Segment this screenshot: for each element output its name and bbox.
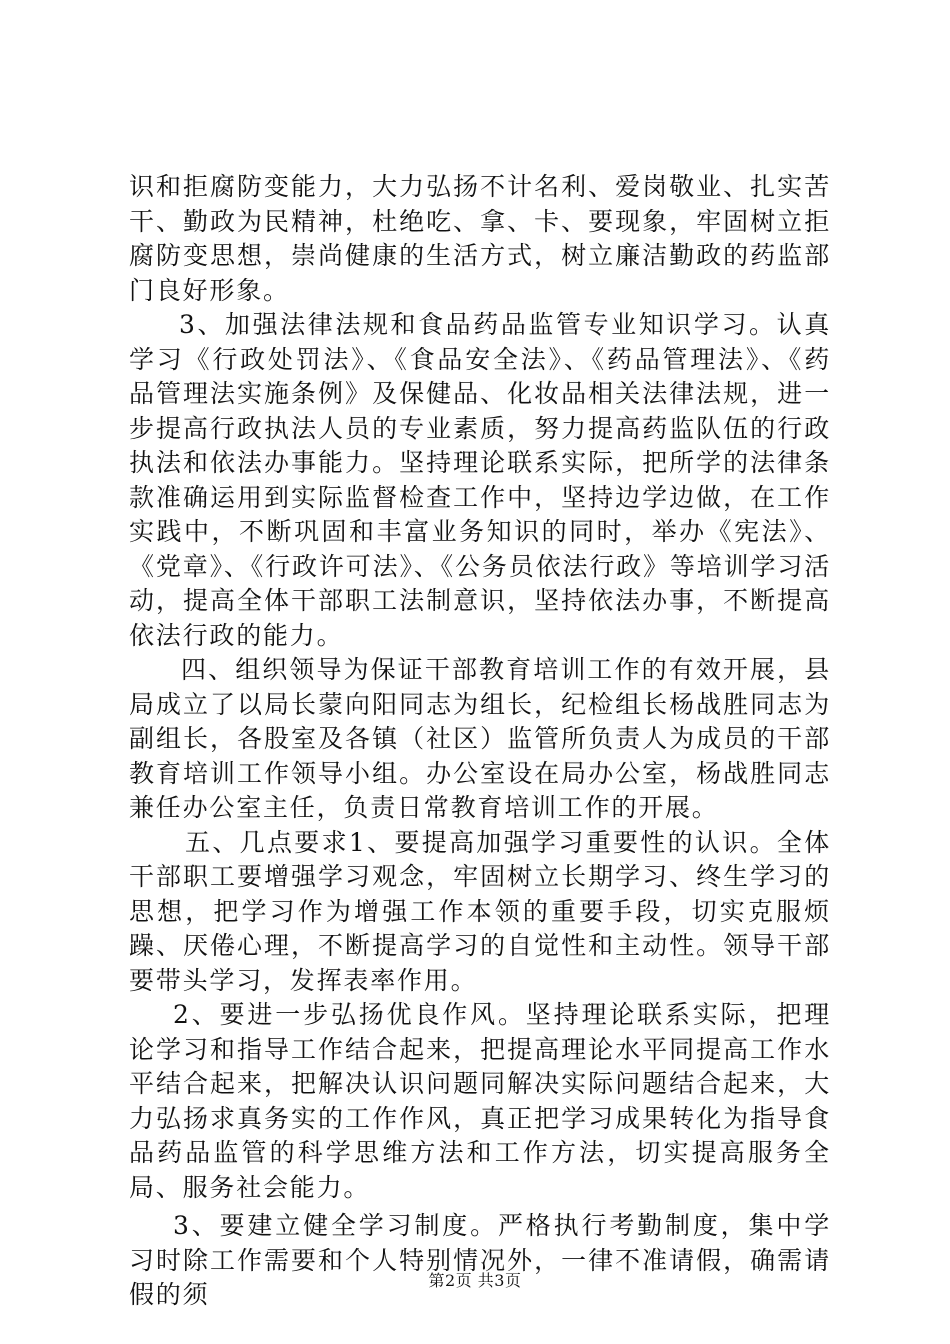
page-number-footer: 第2页 共3页 (428, 1271, 522, 1290)
document-body (129, 170, 831, 1313)
paragraph-work-style: 2、要进一步弘扬优良作风。坚持理论联系实际，把理论学习和指导工作结合起来，把提高理论水平同提高工作水平结合起来，把解决认识问题同解决实际问题结合起来，大力弘扬求真务实的工作作风，真正把学习成果转化为指导食品药品监管的科学思维方法和工作方法，切实提高服务全局、服务社会能力。 (129, 1000, 831, 1202)
paragraph-law-study: 3、加强法律法规和食品药品监管专业知识学习。认真学习《行政处罚法》、《食品安全法》、《药品管理法》、《药品管理法实施条例》及保健品、化妆品相关法律法规，进一步提高行政执法人员的专业素质，努力提高药监队伍的行政执法和依法办事能力。坚持理论联系实际，把所学的法律条款准确运用到实际监督检查工作中，坚持边学边做，在工作实践中，不断巩固和丰富业务知识的同时，举办《宪法》、《党章》、《行政许可法》、《公务员依法行政》等培训学习活动，提高全体干部职工法制意识，坚持依法办事，不断提高依法行政的能力。 (129, 310, 831, 650)
paragraph-study-system: 3、要建立健全学习制度。严格执行考勤制度，集中学习时除工作需要和个人特别情况外，一律不准请假，确需请假的须 (129, 1211, 831, 1309)
paragraph-integrity: 识和拒腐防变能力，大力弘扬不计名利、爱岗敬业、扎实苦干、勤政为民精神，杜绝吃、拿、卡、要现象，牢固树立拒腐防变思想，崇尚健康的生活方式，树立廉洁勤政的药监部门良好形象。 (129, 172, 831, 305)
paragraph-requirements: 五、几点要求1、要提高加强学习重要性的认识。全体干部职工要增强学习观念，牢固树立长期学习、终生学习的思想，把学习作为增强工作本领的重要手段，切实克服烦躁、厌倦心理，不断提高学习的自觉性和主动性。领导干部要带头学习，发挥表率作用。 (129, 827, 831, 995)
paragraph-organization: 四、组织领导为保证干部教育培训工作的有效开展，县局成立了以局长蒙向阳同志为组长，纪检组长杨战胜同志为副组长，各股室及各镇（社区）监管所负责人为成员的干部教育培训工作领导小组。办公室设在局办公室，杨战胜同志兼任办公室主任，负责日常教育培训工作的开展。 (129, 655, 831, 822)
